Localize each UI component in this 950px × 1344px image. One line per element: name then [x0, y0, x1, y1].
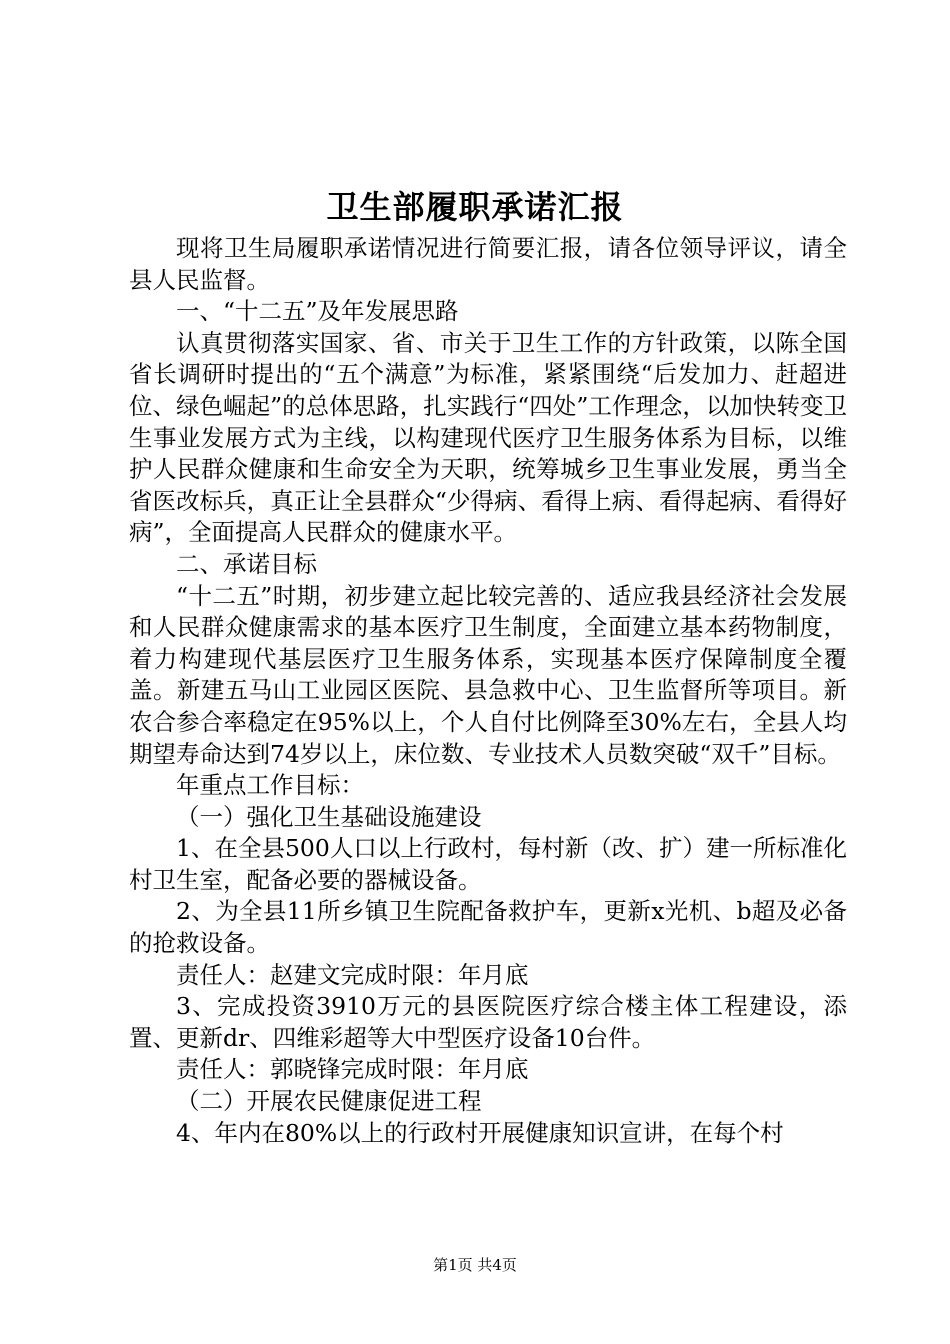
paragraph-commitment-goals: “十二五”时期，初步建立起比较完善的、适应我县经济社会发展和人民群众健康需求的基本医疗卫生制度，全面建立基本药物制度，着力构建现代基层医疗卫生服务体系，实现基本医疗保障制度全覆盖。新建五马山工业园区医院、县急救中心、卫生监督所等项目。新农合参合率稳定在95%以上，个人自付比例降至30%左右，全县人均期望寿命达到74岁以上，床位数、专业技术人员数突破“双千”目标。: [129, 581, 847, 768]
document-body: [129, 233, 847, 1149]
subsection-heading-1: （一）强化卫生基础设施建设: [176, 802, 482, 831]
section-heading-2: 二、承诺目标: [176, 549, 317, 578]
paragraph-key-goals-heading: 年重点工作目标：: [176, 771, 364, 800]
list-item-4: 4、年内在80%以上的行政村开展健康知识宣讲，在每个村: [176, 1118, 784, 1147]
section-heading-1: 一、“十二五”及年发展思路: [176, 297, 459, 326]
subsection-heading-2: （二）开展农民健康促进工程: [176, 1087, 482, 1116]
list-item-1: 1、在全县500人口以上行政村，每村新（改、扩）建一所标准化村卫生室，配备必要的器械设备。: [129, 834, 847, 894]
document-title: 卫生部履职承诺汇报: [326, 188, 624, 226]
responsible-person-2: 责任人：郭晓锋完成时限：年月底: [176, 1055, 529, 1084]
list-item-2: 2、为全县11所乡镇卫生院配备救护车，更新x光机、b超及必备的抢救设备。: [129, 897, 847, 958]
list-item-3: 3、完成投资3910万元的县医院医疗综合楼主体工程建设，添置、更新dr、四维彩超等大中型医疗设备10台件。: [129, 992, 847, 1052]
paragraph-development-ideas: 认真贯彻落实国家、省、市关于卫生工作的方针政策，以陈全国省长调研时提出的“五个满意”为标准，紧紧围绕“后发加力、赶超进位、绿色崛起”的总体思路，扎实践行“四处”工作理念，以加快转变卫生事业发展方式为主线，以构建现代医疗卫生服务体系为目标，以维护人民群众健康和生命安全为天职，统筹城乡卫生事业发展，勇当全省医改标兵，真正让全县群众“少得病、看得上病、看得起病、看得好病”，全面提高人民群众的健康水平。: [129, 328, 847, 547]
responsible-person-1: 责任人：赵建文完成时限：年月底: [176, 960, 529, 989]
paragraph-intro: 现将卫生局履职承诺情况进行简要汇报，请各位领导评议，请全县人民监督。: [129, 234, 847, 294]
page-footer: 第1页 共4页: [433, 1256, 517, 1274]
